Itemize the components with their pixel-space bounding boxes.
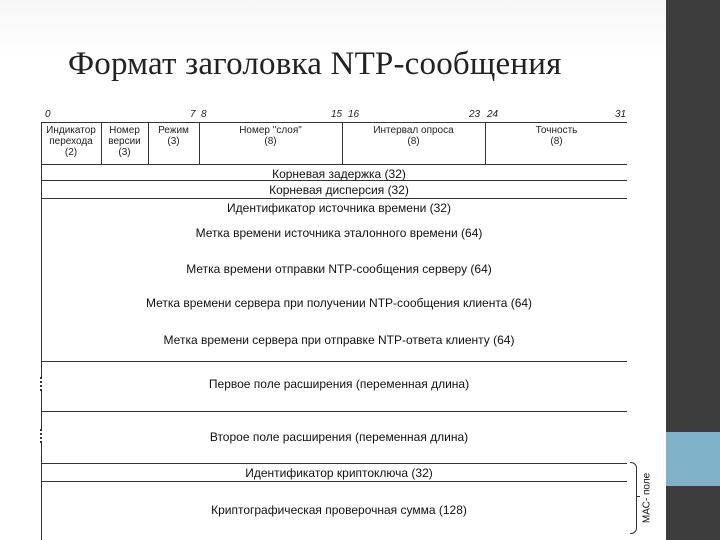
row-reference-id: Идентификатор источника времени (32) xyxy=(227,201,451,215)
row-transmit-timestamp: Метка времени сервера при отправке NTP-ответа клиенту (64) xyxy=(163,333,515,347)
bit-number-24: 24 xyxy=(487,109,499,120)
row-message-digest: Криптографическая проверочная сумма (128) xyxy=(211,503,467,517)
header-field-version: Номер версии (3) xyxy=(108,125,141,158)
bit-number-0: 0 xyxy=(45,109,51,120)
row-separator xyxy=(41,481,627,482)
row-extension-field-1: Первое поле расширения (переменная длина) xyxy=(208,377,470,391)
header-field-poll: Интервал опроса (8) xyxy=(373,125,454,147)
row-separator xyxy=(41,164,627,165)
slide-title: Формат заголовка NTP-сообщения xyxy=(68,46,562,82)
bit-number-8: 8 xyxy=(201,109,207,120)
left-border xyxy=(41,391,42,429)
bit-number-7: 7 xyxy=(190,109,196,120)
bit-number-15: 15 xyxy=(331,109,343,120)
header-field-precision: Точность (8) xyxy=(535,125,578,147)
header-field-stratum: Номер "слоя" (8) xyxy=(239,125,302,147)
row-separator xyxy=(41,463,627,464)
row-key-identifier: Идентификатор криптоключа (32) xyxy=(245,466,433,480)
header-field-leap-indicator: Индикатор перехода (2) xyxy=(46,125,96,158)
header-field-mode: Режим (3) xyxy=(158,125,189,147)
row-root-delay: Корневая задержка (32) xyxy=(272,167,406,181)
row-separator xyxy=(41,198,627,199)
bit-number-16: 16 xyxy=(348,109,360,120)
row-root-dispersion: Корневая дисперсия (32) xyxy=(269,183,409,197)
header-top-line xyxy=(41,122,627,123)
mac-brace xyxy=(630,462,637,534)
row-origin-timestamp: Метка времени отправки NTP-сообщения серверу (64) xyxy=(186,262,492,276)
row-receive-timestamp: Метка времени сервера при получении NTP-сообщения клиента (64) xyxy=(145,296,533,310)
side-accent xyxy=(666,432,720,486)
left-border xyxy=(41,443,42,540)
row-extension-field-2: Второе поле расширения (переменная длина) xyxy=(209,430,469,444)
row-separator xyxy=(41,361,627,362)
row-separator xyxy=(41,411,627,412)
row-reference-timestamp: Метка времени источника эталонного времени (64) xyxy=(195,226,483,240)
bit-number-31: 31 xyxy=(615,109,627,120)
bit-number-23: 23 xyxy=(469,109,481,120)
mac-label: МАС- поле xyxy=(641,472,653,524)
ntp-header-diagram xyxy=(33,106,655,540)
